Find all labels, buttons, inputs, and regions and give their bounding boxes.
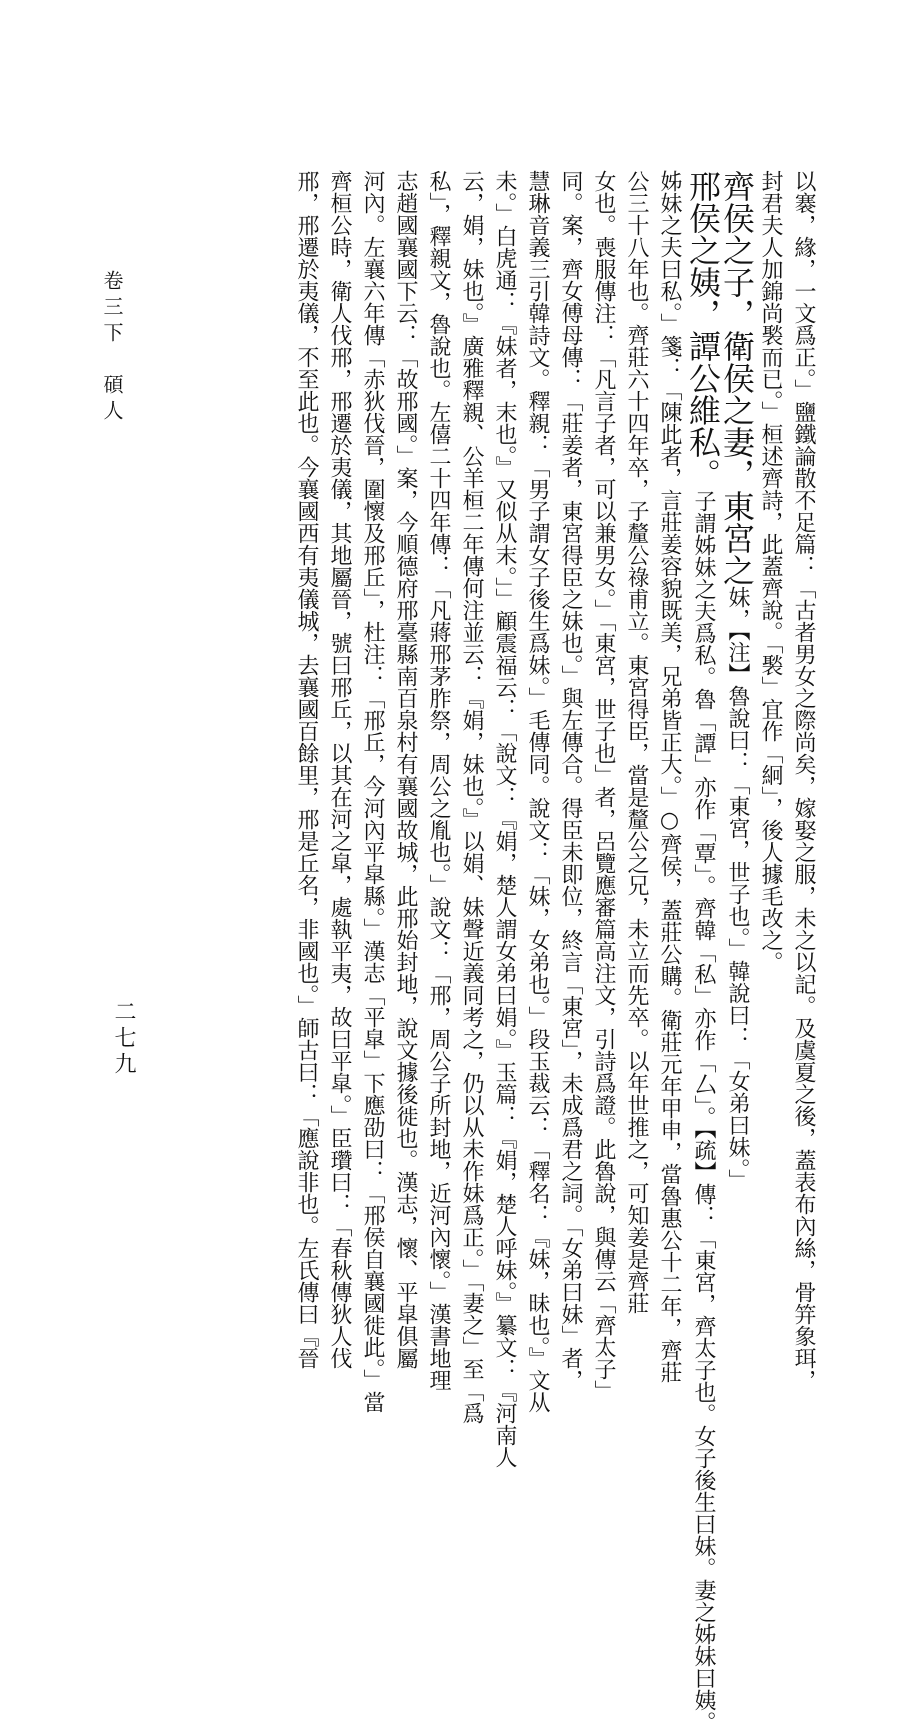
text-column: 姊妹之夫曰私。」箋：「陳此者，言莊姜容貌既美，兄弟皆正大。」○齊侯，蓋莊公購。衛莊元年甲申，當魯惠公十二年，齊莊 <box>657 170 682 1383</box>
text-column: 公三十八年也。齊莊六十四年卒，子釐公祿甫立。東宮得臣，當是釐公之兄，未立而先卒。以年世推之，可知姜是齊莊 <box>624 170 649 1314</box>
text-column: 志趙國襄國下云：「故邢國。」案，今順德府邢臺縣南百泉村有襄國故城，此邢始封地，說文據後徙也。漢志，懷、平皐俱屬 <box>393 170 418 1369</box>
text-column: 河內。左襄六年傳「赤狄伐晉，圍懷及邢丘」，杜注：「邢丘，今河內平皐縣。」漢志「平皐」下應劭曰：「邢侯自襄國徙此。」當 <box>360 170 385 1413</box>
text-column: 以褰，緣，一文爲正。」鹽鐵論散不足篇：「古者男女之際尚矣，嫁娶之服，未之以記。及虞夏之後，蓋表布內絲，骨笄象珥， <box>791 170 816 1391</box>
text-column: 私」，釋親文，魯說也。左僖二十四年傳：「凡蔣邢茅胙祭，周公之胤也。」說文：「邢，周公子所封地，近河內懷。」漢書地理 <box>426 170 451 1391</box>
verse-text: 邢侯之姨，譚公維私。 <box>684 170 722 490</box>
column-text: 妹，【注】魯說曰：「東宮，世子也。」韓說曰：「女弟曰妹。」 <box>725 586 750 1191</box>
commentary-text <box>290 170 820 1733</box>
text-column: 女也。喪服傳注：「凡言子者，可以兼男女。」「東宮，世子也」者，呂覽應審篇高注文，引詩爲證。此魯說，與傳云「齊太子」 <box>591 170 616 1402</box>
running-head: 卷三下 碩人 <box>100 270 124 426</box>
column-text: 子謂姊妹之夫爲私。魯「譚」亦作「覃」。齊韓「私」亦作「厶」。【疏】傳：「東宮，齊太子也。女子後生曰妹。妻之姊妹曰姨。 <box>691 490 716 1733</box>
text-column: 封君夫人加錦尚褧而已。」桓述齊詩，此蓋齊說。「褧」宜作「絅」，後人據毛改之。 <box>758 170 783 973</box>
page-number: 二七九 <box>111 1000 136 1078</box>
text-column: 未。」白虎通：『妹者，末也。』又似从末。」」顧震福云：「說文：『娟，楚人謂女弟曰娟。』玉篇：『娟，楚人呼妹。』纂文：『河南人 <box>492 170 517 1468</box>
text-column: 齊桓公時，衛人伐邢，邢遷於夷儀，其地屬晉，號曰邢丘，以其在河之皐，處執平夷，故曰平皐。」臣瓚曰：「春秋傳狄人伐 <box>327 170 352 1369</box>
text-column: 云，娟，妹也。』廣雅釋親、公羊桓二年傳何注並云：『娟，妹也。』以娟、妹聲近義同考之，仍以从未作妹爲正。」「妻之」至「爲 <box>459 170 484 1424</box>
text-column: 慧琳音義三引韓詩文。釋親：「男子謂女子後生爲妹。」毛傳同。說文：「妹，女弟也。」段玉裁云：「釋名：『妹，昧也。』文从 <box>525 170 550 1413</box>
text-column <box>684 170 722 1733</box>
text-column: 同。案，齊女傅母傳：「莊姜者，東宮得臣之妹也。」與左傳合。得臣未即位，終言「東宮」，未成爲君之詞。「女弟曰妹」者， <box>558 170 583 1391</box>
verse-text: 齊侯之子，衛侯之妻，東宮之 <box>718 170 756 586</box>
text-column <box>720 170 754 1235</box>
text-column: 邢，邢遷於夷儀，不至此也。今襄國西有夷儀城，去襄國百餘里，邢是丘名，非國也。」師古曰：「應說非也。左氏傳曰『晉 <box>294 170 319 1369</box>
